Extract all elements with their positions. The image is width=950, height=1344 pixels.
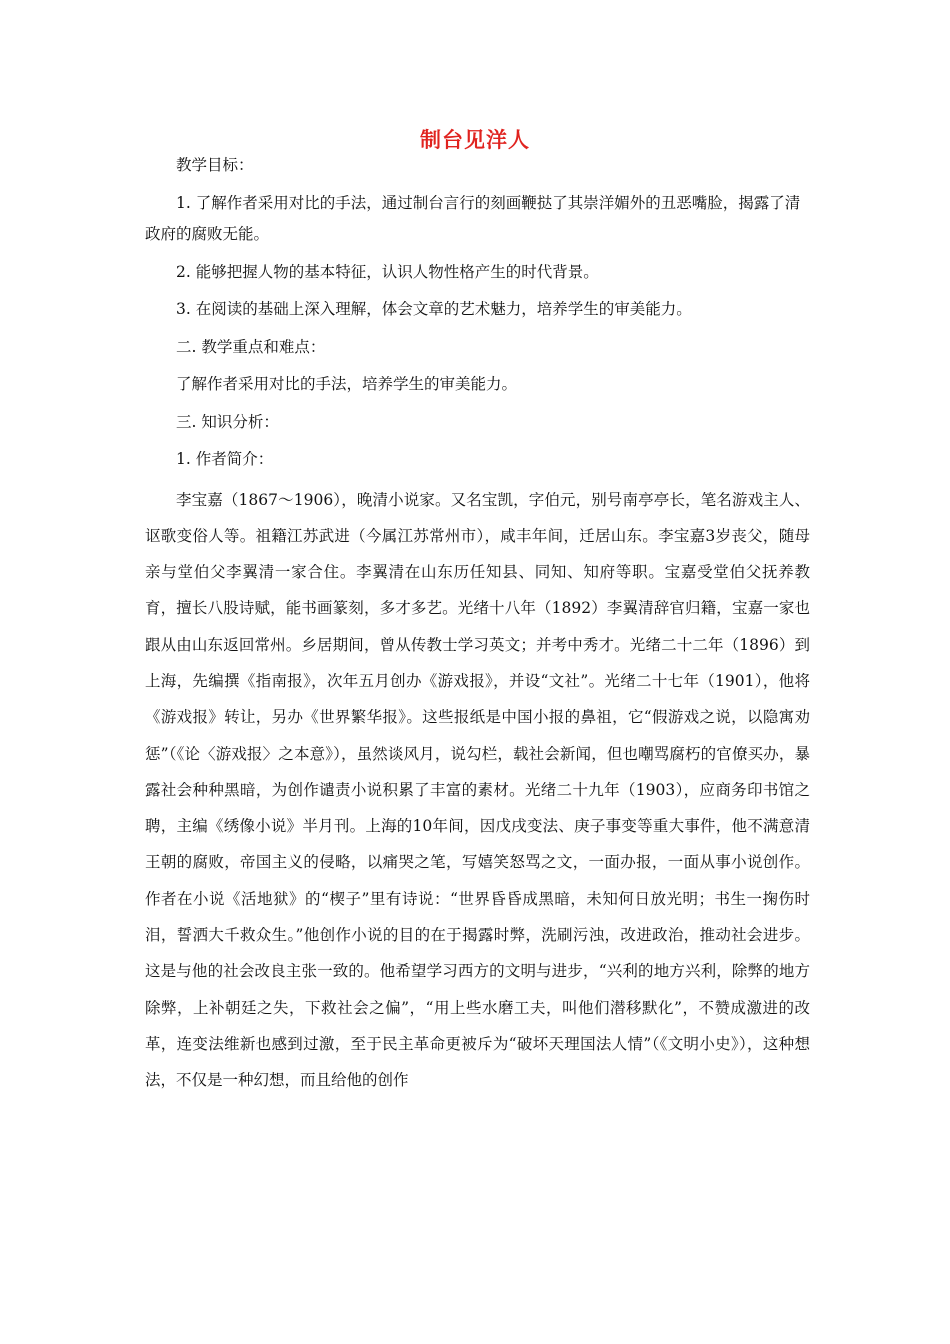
subheading-author-intro: 1. 作者简介：	[176, 450, 274, 468]
document-title: 制台见洋人	[420, 128, 530, 152]
section-heading-key-points: 二. 教学重点和难点：	[176, 337, 326, 356]
document-body	[145, 150, 810, 1105]
objective-2: 2. 能够把握人物的基本特征，认识人物性格产生的时代背景。	[176, 262, 599, 281]
section-heading-analysis: 三. 知识分析：	[176, 412, 279, 431]
section-heading-objectives: 教学目标：	[176, 156, 254, 174]
key-points-text: 了解作者采用对比的手法，培养学生的审美能力。	[176, 375, 518, 393]
objective-3: 3. 在阅读的基础上深入理解，体会文章的艺术魅力，培养学生的审美能力。	[176, 300, 692, 318]
author-biography: 李宝嘉（1867～1906），晚清小说家。又名宝凯，字伯元，别号南亭亭长，笔名游戏主人、讴歌变俗人等。祖籍江苏武进（今属江苏常州市），咸丰年间，迁居山东。李宝嘉3岁丧父，随母亲与堂伯父李翼清一家合住。李翼清在山东历任知县、同知、知府等职。宝嘉受堂伯父抚养教育，擅长八股诗赋，能书画篆刻，多才多艺。光绪十八年（1892）李翼清辞官归籍，宝嘉一家也跟从由山东返回常州。乡居期间，曾从传教士学习英文；并考中秀才。光绪二十二年（1896）到上海，先编撰《指南报》，次年五月创办《游戏报》，并设“文社”。光绪二十七年（1901），他将《游戏报》转让，另办《世界繁华报》。这些报纸是中国小报的鼻祖，它“假游戏之说，以隐寓劝惩”（《论〈游戏报〉之本意》），虽然谈风月，说勾栏，载社会新闻，但也嘲骂腐朽的官僚买办，暴露社会种种黑暗，为创作谴责小说积累了丰富的素材。光绪二十九年（1903），应商务印书馆之聘，主编《绣像小说》半月刊。上海的10年间，因戊戌变法、庚子事变等重大事件，他不满意清王朝的腐败，帝国主义的侵略，以痛哭之笔，写嬉笑怒骂之文，一面办报，一面从事小说创作。作者在小说《活地狱》的“楔子”里有诗说：“世界昏昏成黑暗，未知何日放光明；书生一掬伤时泪，誓洒大千救众生。”他创作小说的目的在于揭露时弊，洗刷污浊，改进政治，推动社会进步。这是与他的社会改良主张一致的。他希望学习西方的文明与进步，“兴利的地方兴利，除弊的地方除弊，上补朝廷之失，下救社会之偏”，“用上些水磨工夫，叫他们潜移默化”，不赞成激进的改革，连变法维新也感到过激，至于民主革命更被斥为“破坏天理国法人情”（《文明小史》），这种想法，不仅是一种幻想，而且给他的创作	[145, 490, 810, 1090]
objective-1: 1. 了解作者采用对比的手法，通过制台言行的刻画鞭挞了其崇洋媚外的丑恶嘴脸，揭露了清政府的腐败无能。	[145, 193, 801, 243]
